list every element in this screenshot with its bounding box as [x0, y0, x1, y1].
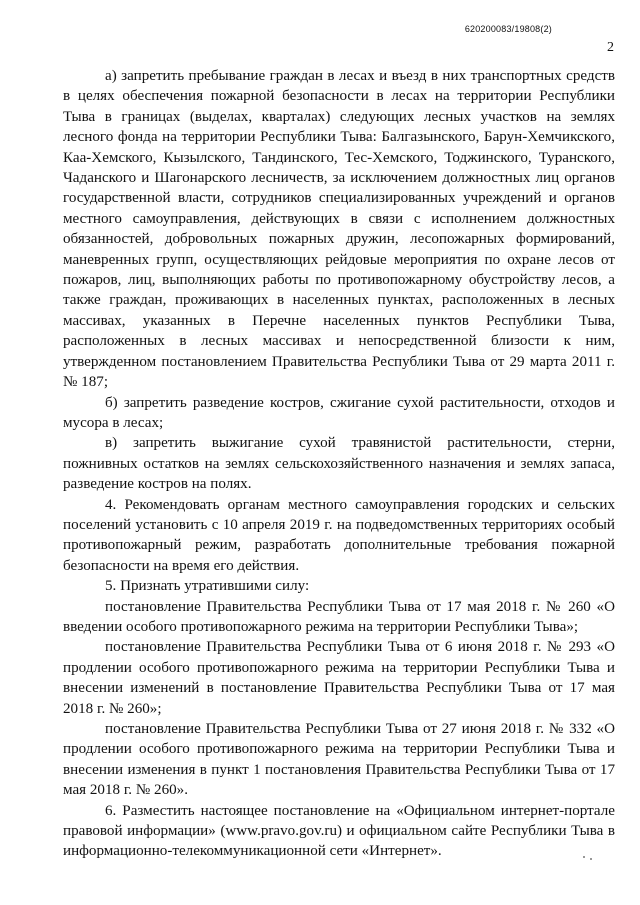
document-body — [63, 66, 615, 862]
paragraph-5-item-3: постановление Правительства Республики Тыва от 27 июня 2018 г. № 332 «О продлении особого противопожарного режима на территории Республики Тыва и внесении изменения в пункт 1 постановления Правительства Республики Тыва от 17 мая 2018 г. № 260». — [63, 721, 615, 799]
paragraph-3b: б) запретить разведение костров, сжигание сухой растительности, отходов и мусора в лесах; — [63, 394, 615, 431]
paragraph-3v: в) запретить выжигание сухой травянистой растительности, стерни, пожнивных остатков на землях сельскохозяйственного назначения и землях запаса, разведение костров на полях. — [63, 435, 615, 493]
paragraph-5: 5. Признать утратившими силу: — [105, 578, 310, 595]
page-number: 2 — [607, 40, 614, 55]
scan-artifact — [583, 856, 585, 858]
paragraph-3a: а) запретить пребывание граждан в лесах и въезд в них транспортных средств в целях обеспечения пожарной безопасности в лесах на территории Республики Тыва в границах (выделах, кварталах) следующих лесных участков на землях лесного фонда на территории Республики Тыва: Балгазынского, Барун-Хемчикского, Каа-Хемского, Кызылского, Тандинского, Тес-Хемского, Тоджинского, Туранского, Чаданского и Шагонарского лесничеств, за исключением должностных лиц органов государственной власти, сотрудников специализированных учреждений и органов местного самоуправления, действующих в связи с исполнением должностных обязанностей, добровольных пожарных дружин, лесопожарных формирований, маневренных групп, осуществляющих рейдовые мероприятия по охране лесов от пожаров, лиц, выполняющих работы по противопожарному обустройству лесов, а также граждан, проживающих в населенных пунктах, расположенных в лесных массивах, указанных в Перечне населенных пунктов Республики Тыва, расположенных в лесных массивах и непосредственной близости к ним, утвержденном постановлением Правительства Республики Тыва от 29 марта 2011 г. № 187; — [63, 68, 615, 391]
paragraph-6: 6. Разместить настоящее постановление на «Официальном интернет-портале правовой информации» (www.pravo.gov.ru) и официальном сайте Республики Тыва в информационно-телекоммуникационной сети «Интернет». — [63, 802, 615, 860]
paragraph-4: 4. Рекомендовать органам местного самоуправления городских и сельских поселений установить с 10 апреля 2019 г. на подведомственных территориях особый противопожарный режим, разработать дополнительные требования пожарной безопасности на время его действия. — [63, 496, 615, 574]
paragraph-5-item-1: постановление Правительства Республики Тыва от 17 мая 2018 г. № 260 «О введении особого противопожарного режима на территории Республики Тыва»; — [63, 598, 615, 635]
paragraph-5-item-2: постановление Правительства Республики Тыва от 6 июня 2018 г. № 293 «О продлении особого противопожарного режима на территории Республики Тыва и внесении изменений в постановление Правительства Республики Тыва от 17 мая 2018 г. № 260»; — [63, 639, 615, 717]
scan-artifact — [590, 858, 592, 860]
document-id: 620200083/19808(2) — [464, 24, 552, 34]
